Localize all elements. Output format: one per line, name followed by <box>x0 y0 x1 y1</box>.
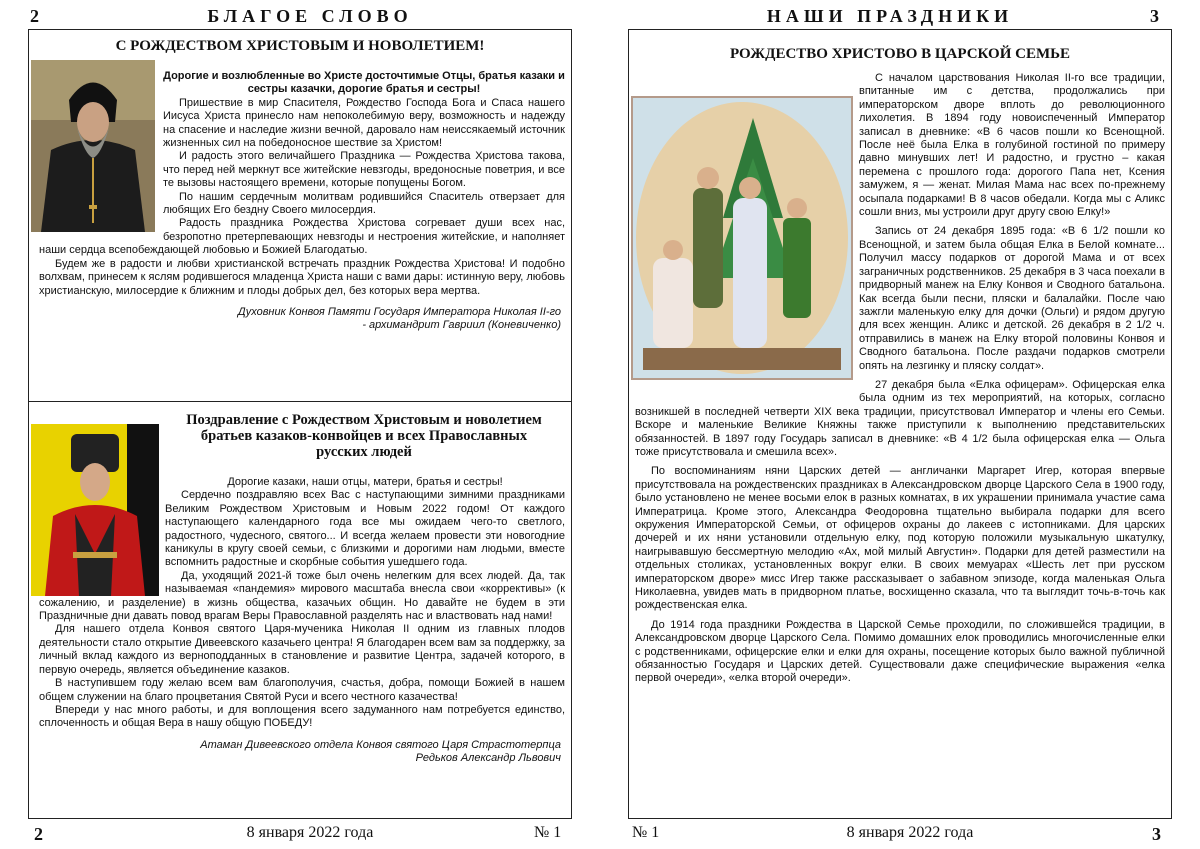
right-masthead: НАШИ ПРАЗДНИКИ <box>766 6 1014 26</box>
article-1-paragraph: Будем же в радости и любви христианской встречать праздник Рождества Христова! И подобно волхвам, принесем к яслям родившегося младенца Христа наши с вами дары: истинную веру, любовь христианскую, милосердие к ближним и плоды добрых дел, без которых вера мертва. <box>39 257 565 297</box>
article-1-greeting: Дорогие и возлюбленные во Христе досточтимые Отцы, братья казаки и сестры казачки, дорогие братья и сестры! <box>163 70 565 96</box>
right-article-paragraph: Запись от 24 декабря 1895 года: «В 6 1/2 пошли ко Всенощной, и затем была общая Елка в Белой комнате... Получил массу подарков от дорогой Мама и от всех заграничных родственников. 25 декабря в 3 часа поехали в придворный манеж на Елку Конвоя и Сводного батальона. Как всегда были песни, пляски и балалайки. После чаю зажгли маленькую елку для дочки (Ольги) и рядом другую для всех женщин. Аликс и детской. 26 декабря в 2 1/2 ч. отправились в манеж на Елку второй половины Конвоя и Сводного батальона. После раздачи подарков смотрели опять на лезгинку и пляску солдат». <box>859 225 1165 372</box>
left-footer-date: 8 января 2022 года <box>246 824 374 841</box>
article-2-paragraph: Впереди у нас много работы, и для воплощения всего задуманного нам потребуется единство, сплоченность и общая Вера в нашу общую ПОБЕДУ! <box>39 703 565 730</box>
right-footer-issue: № 1 <box>632 824 660 841</box>
right-page-number: 3 <box>1150 6 1159 26</box>
right-footer-page-number: 3 <box>1152 824 1161 844</box>
right-article-body <box>635 72 1165 686</box>
article-2-greeting: Дорогие казаки, наши отцы, матери, братья и сестры! <box>227 476 503 488</box>
article-2-title: Поздравление с Рождеством Христовым и новолетием братьев казаков-конвойцев и всех Православных русских людей <box>186 412 542 460</box>
article-2-paragraph: Сердечно поздравляю всех Вас с наступающими зимними праздниками Великим Рождеством Христовым и Новым 2022 годом! От каждого наступающего календарного года все мы ожидаем чего-то светлого, радостного, чудесного, святого... И всегда желаем провести эти новогодние каникулы в кругу своей семьи, с близкими и дорогими нам людьми, вместе вспомнить радостные и скорбные события ушедшего года. <box>165 489 565 569</box>
right-article-paragraph: По воспоминаниям няни Царских детей — англичанки Маргарет Игер, которая впервые присутствовала на рождественских праздниках в Александровском дворце Царского Села в 1900 году, было установлено не менее восьми елок в разных комнатах, в их украшении принимала участие сама Императрица. Кроме этого, Александра Феодоровна тщательно выбирала подарки для всего окружения Императорской Семьи, от офицеров охраны до лакеев с истопниками. Для царских дочерей и их няни установили отдельную елку, под которую положили музыкальную шкатулку, наигрывавшую бессмертную мелодию «Ах, мой милый Августин». Подарки для детей разместили на отдельных столиках, установленных вокруг елки. В своих мемуарах «Шесть лет при русском императорском дворе» мисс Игер также рассказывает о забавном эпизоде, когда маленькая Ольга Николаевна, увидев мать в придворном платье, восхищенно сказала, что та выглядит точь-в-точь как рождественская елка. <box>635 465 1165 612</box>
left-article-1 <box>28 29 572 402</box>
right-article <box>628 29 1172 819</box>
article-1-paragraph: Радость праздника Рождества Христова согревает души всех нас, безропотно претерпевающих невзгоды и нестроения житейские, и наполняет наши сердца всепобеждающей любовью и Божией Благодатью. <box>39 217 565 257</box>
left-article-2 <box>28 401 572 819</box>
article-1-paragraph: И радость этого величайшего Праздника — Рождества Христова такова, что перед ней меркнут все житейские невзгоды, вредоносные поветрия, и все те вызовы настоящего времени, которые попущены Богом. <box>163 150 565 190</box>
article-1-body <box>39 70 565 332</box>
signature-line: Атаман Дивеевского отдела Конвоя святого Царя Страстотерпца <box>200 738 561 751</box>
left-footer-page-number: 2 <box>34 824 43 844</box>
article-1-paragraph: По нашим сердечным молитвам родившийся Спаситель отверзает для любящих Его бездну Своего милосердия. <box>163 190 565 217</box>
article-2-paragraph: Да, уходящий 2021-й тоже был очень нелегким для всех людей. Да, так называемая «пандемия» мирового масштаба внесла свои «коррективы» (к сожалению, и разделение) в жизнь общества, казачьих общин. Но давайте не будем в эти Праздничные дни давать повод врагам Веры Православной разделять нас и властвовать над нами! <box>39 569 565 623</box>
article-2-paragraph: В наступившем году желаю всем вам благополучия, счастья, добра, помощи Божией в нашем общем служении на благо процветания Святой Руси и всего честного казачества! <box>39 677 565 703</box>
article-1-signature <box>39 306 561 332</box>
article-2-body <box>39 476 565 765</box>
left-masthead: БЛАГОЕ СЛОВО <box>207 6 413 26</box>
article-2-paragraph: Для нашего отдела Конвоя святого Царя-мученика Николая II одним из главных плодов деятельности стало открытие Дивеевского казачьего центра! Я благодарен всем вам за поддержку, за личный вклад каждого из верноподданных в становление и развитие Центра, задачей которого, в первую очередь, является объединение казаков. <box>39 623 565 676</box>
article-2-signature <box>39 739 561 765</box>
signature-line: - архимандрит Гавриил (Коневиченко) <box>362 318 561 331</box>
right-footer-date: 8 января 2022 года <box>846 824 974 841</box>
signature-line: Редьков Александр Львович <box>415 751 561 764</box>
right-article-paragraph: С началом царствования Николая II-го все традиции, впитанные им с детства, продолжались при императорском дворе вплоть до революционного лихолетия. В 1894 году новоиспеченный Император записал в дневнике: «В 6 часов пошли ко Всенощной. После неё была Елка в голубиной гостиной по примеру давно минувших лет! И радостно, и грустно – какая перемена с прошлого года: дорогого Папа нет, Ксения замужем, я — женат. Милая Мама нас всех по-прежнему осыпала подарками! В 8 часов обедали. Когда мы с Аликс сошли вниз, мы устроили друг другу свою Елку!» <box>859 72 1165 219</box>
right-article-paragraph: До 1914 года праздники Рождества в Царской Семье проходили, по сложившейся традиции, в Александровском дворце Царского Села. Помимо домашних елок проводились многочисленные елки с родственниками, офицерские елки и елки для охраны, посещение которых было важной публичной обязанностью Государя и Царских детей. Существовали даже специфические выражения «елка первой очереди», «елка второй очереди». <box>635 618 1165 685</box>
article-1-title: С РОЖДЕСТВОМ ХРИСТОВЫМ И НОВОЛЕТИЕМ! <box>115 38 485 54</box>
left-footer-issue: № 1 <box>534 824 562 841</box>
right-article-title: РОЖДЕСТВО ХРИСТОВО В ЦАРСКОЙ СЕМЬЕ <box>729 46 1071 62</box>
left-page-number: 2 <box>30 6 39 26</box>
right-article-paragraph: 27 декабря была «Елка офицерам». Офицерская елка была одним из тех мероприятий, на которых, согласно возникшей в последней четверти XIX века традиции, присутствовал Император и члены его Семьи. Вскоре и маленькие Великие Княжны также приступили к выполнению представительских обязанностей. В 1897 году Государь записал в дневнике: «В 4 1/2 была офицерская елка — Ольга тоже присутствовала и смешила всех». <box>635 378 1165 458</box>
article-1-paragraph: Пришествие в мир Спасителя, Рождество Господа Бога и Спаса нашего Иисуса Христа принесло нам непоколебимую веру, возможность и надежду на спасение и наследие жизни вечной, даровало нам неиссякаемый источник жизненных сил на победоносное шествие за Христом! <box>163 96 565 150</box>
signature-line: Духовник Конвоя Памяти Государя Императора Николая II-го <box>237 305 561 318</box>
